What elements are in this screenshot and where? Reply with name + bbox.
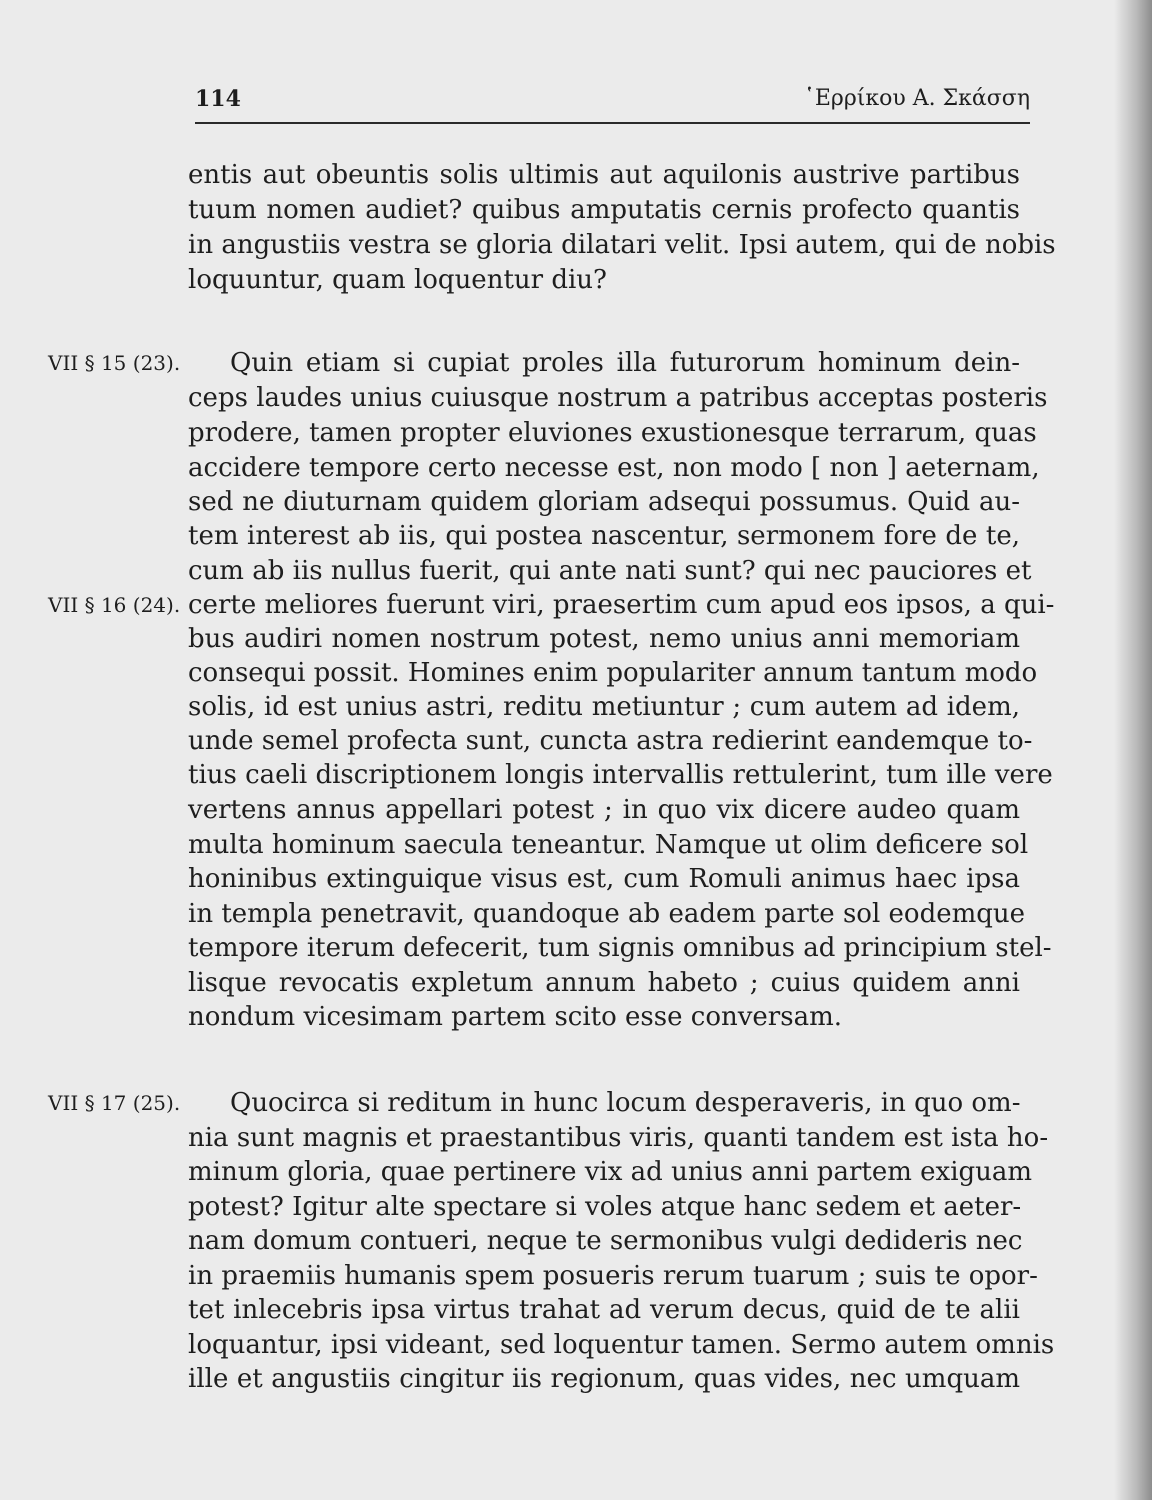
text-line: nia sunt magnis et praestantibus viris, quanti tandem est ista ho- xyxy=(188,1123,1049,1153)
text-line: tempore iterum defecerit, tum signis omnibus ad principium stel- xyxy=(188,933,1052,963)
text-line: in templa penetravit, quandoque ab eadem parte sol eodemque xyxy=(188,899,1026,929)
text-line: minum gloria, quae pertinere vix ad unius anni partem exiguam xyxy=(188,1157,1033,1187)
text-line: nam domum contueri, neque te sermonibus vulgi dedideris nec xyxy=(188,1226,1023,1256)
text-line: Quin etiam si cupiat proles illa futurorum hominum dein- xyxy=(230,348,1020,378)
text-line: prodere, tamen propter eluviones exustionesque terrarum, quas xyxy=(188,418,1037,448)
text-line: nondum vicesimam partem scito esse conversam. xyxy=(188,1002,842,1032)
text-line: tet inlecebris ipsa virtus trahat ad verum decus, quid de te alii xyxy=(188,1295,1020,1325)
text-line: tuum nomen audiet? quibus amputatis cernis profecto quantis xyxy=(188,195,1020,225)
margin-ref-vii-17: VII § 17 (25). xyxy=(48,1091,181,1115)
text-line: lisque revocatis expletum annum habeto ; cuius quidem anni xyxy=(188,968,1020,998)
text-line: certe meliores fuerunt viri, praesertim cum apud eos ipsos, a qui- xyxy=(188,590,1055,620)
text-line: honinibus extinguique visus est, cum Romuli animus haec ipsa xyxy=(188,864,1020,894)
text-line: sed ne diuturnam quidem gloriam adsequi possumus. Quid au- xyxy=(188,487,1020,517)
page-edge-shadow xyxy=(1114,0,1152,1500)
text-line: consequi possit. Homines enim populariter annum tantum modo xyxy=(188,658,1038,688)
text-line: ceps laudes unius cuiusque nostrum a patribus acceptas posteris xyxy=(188,383,1048,413)
text-line: ille et angustiis cingitur iis regionum, quas vides, nec umquam xyxy=(188,1364,1020,1394)
text-line: potest? Igitur alte spectare si voles atque hanc sedem et aeter- xyxy=(188,1192,1022,1222)
text-line: loquantur, ipsi videant, sed loquentur tamen. Sermo autem omnis xyxy=(188,1330,1055,1360)
text-line: tem interest ab iis, qui postea nascentur, sermonem fore de te, xyxy=(188,521,1020,551)
margin-ref-vii-15: VII § 15 (23). xyxy=(48,351,181,375)
text-line: Quocirca si reditum in hunc locum desperaveris, in quo om- xyxy=(230,1088,1021,1118)
text-line: cum ab iis nullus fuerit, qui ante nati sunt? qui nec pauciores et xyxy=(188,556,1032,586)
text-line: multa hominum saecula teneantur. Namque ut olim deficere sol xyxy=(188,830,1029,860)
text-line: in angustiis vestra se gloria dilatari velit. Ipsi autem, qui de nobis xyxy=(188,230,1056,260)
text-line: in praemiis humanis spem posueris rerum tuarum ; suis te opor- xyxy=(188,1261,1038,1291)
text-line: solis, id est unius astri, reditu metiuntur ; cum autem ad idem, xyxy=(188,692,1020,722)
margin-ref-vii-16: VII § 16 (24). xyxy=(48,593,181,617)
text-line: unde semel profecta sunt, cuncta astra redierint eandemque to- xyxy=(188,726,1033,756)
text-line: entis aut obeuntis solis ultimis aut aquilonis austrive partibus xyxy=(188,160,1020,190)
text-line: bus audiri nomen nostrum potest, nemo unius anni memoriam xyxy=(188,624,1020,654)
page-number: 114 xyxy=(195,86,241,112)
page-header xyxy=(195,84,1030,124)
running-title: ῾Ερρίκου Α. Σκάσση xyxy=(803,86,1030,111)
text-line: accidere tempore certo necesse est, non modo [ non ] aeternam, xyxy=(188,453,1040,483)
text-line: tius caeli discriptionem longis intervallis rettulerint, tum ille vere xyxy=(188,760,1053,790)
text-line: loquuntur, quam loquentur diu? xyxy=(188,265,607,295)
text-line: vertens annus appellari potest ; in quo vix dicere audeo quam xyxy=(188,795,1020,825)
